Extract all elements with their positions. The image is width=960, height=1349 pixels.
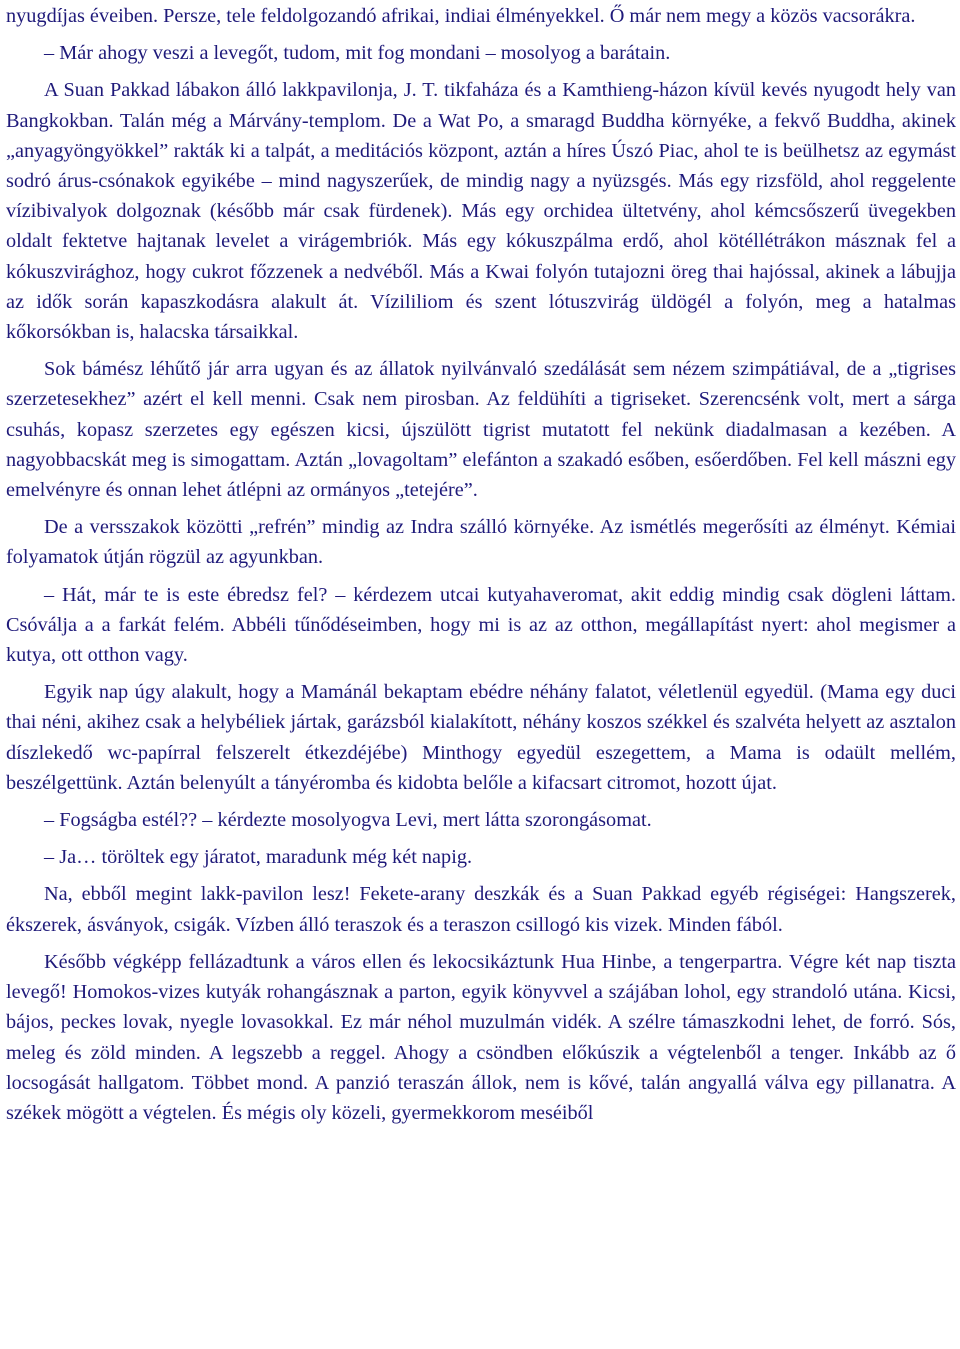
document-page [6, 1, 956, 1135]
dialogue-paragraph: – Már ahogy veszi a levegőt, tudom, mit fog mondani – mosolyog a barátain. [44, 42, 671, 65]
dialogue-paragraph: – Ja… töröltek egy járatot, maradunk még két napig. [44, 846, 473, 869]
paragraph: nyugdíjas éveiben. Persze, tele feldolgozandó afrikai, indiai élményekkel. Ő már nem megy a közös vacsorákra. [6, 5, 916, 27]
dialogue-paragraph: – Hát, már te is este ébredsz fel? – kérdezem utcai kutyahaveromat, akit eddig mindig csak dögleni láttam. Csóválja a a farkát felém. Abbéli tűnődéseimben, hogy mi is az az otthon, megállapítást nyert: ahol megismer a kutya, ott otthon vagy. [6, 583, 956, 667]
paragraph: Később végképp fellázadtunk a város ellen és lekocsikáztunk Hua Hinbe, a tengerpartra. Végre két nap tiszta levegő! Homokos-vizes kutyák rohangásznak a parton, egyik könyvvel a szájában lohol, egy strandoló utána. Kicsi, bájos, peckes lovak, nyegle lovasokkal. Ez már néhol muzulmán vidék. A szélre támaszkodni lehet, de forró. Sós, meleg és zöld minden. A legszebb a reggel. Ahogy a csöndben előkúszik a végtelenből a tenger. Inkább az ő locsogását hallgatom. Többet mond. A panzió teraszán állok, nem is kővé, talán angyallá válva egy pillanatra. A székek mögött a végtelen. És mégis oly közeli, gyermekkorom meséiből [6, 950, 956, 1124]
paragraph: Sok bámész léhűtő jár arra ugyan és az állatok nyilvánvaló szedálását sem nézem szimpátiával, de a „tigrises szerzetesekhez” azért el kell menni. Csak nem pirosban. Az feldühíti a tigriseket. Szerencsénk volt, mert a sárga csuhás, kopasz szerzetes egy egészen kicsi, újszülött tigrist mutatott fel nekünk diadalmasan a kezében. A nagyobbacskát meg is simogattam. Aztán „lovagoltam” elefánton a szakadó esőben, esőerdőben. Fel kell mászni egy emelvényre és onnan lehet átlépni az ormányos „tetejére”. [6, 358, 956, 502]
paragraph: De a versszakok közötti „refrén” mindig az Indra szálló környéke. Az ismétlés megerősíti az élményt. Kémiai folyamatok útján rögzül az agyunkban. [6, 516, 956, 569]
paragraph: A Suan Pakkad lábakon álló lakkpavilonja, J. T. tikfaháza és a Kamthieng-házon kívül kevés nyugodt hely van Bangkokban. Talán még a Márvány-templom. De a Wat Po, a smaragd Buddha környéke, a fekvő Buddha, akinek „anyagyöngyökkel” rakták ki a talpát, a meditációs központ, aztán a híres Úszó Piac, ahol te is beülhetsz az egymást sodró árus-csónakok egyikébe – mind nagyszerűek, de mindig nagy a nyüzsgés. Más egy rizsföld, ahol reggelente vízibivalyok dolgoznak (később már csak fürdenek). Más egy orchidea ültetvény, ahol kémcsőszerű üvegekben oldalt fektetve hajtanak levelet a virágembriók. Más egy kókuszpálma erdő, ahol kötéllétrákon másznak fel a kókuszvirághoz, hogy cukrot főzzenek a nedvéből. Más a Kwai folyón tutajozni öreg thai hajóssal, akinek a lábujja az idők során kapaszkodásra alakult át. Vízililiom és szent lótuszvirág üldögél a folyón, meg a hatalmas kőkorsókban is, halacska társaikkal. [6, 79, 956, 344]
paragraph: Egyik nap úgy alakult, hogy a Mamánál bekaptam ebédre néhány falatot, véletlenül egyedül. (Mama egy duci thai néni, akihez csak a helybéliek jártak, garázsból kialakított, néhány koszos székkel és szalvéta helyett az asztalon díszlekedő wc-papírral felszerelt étkezdéjébe) Minthogy egyedül eszegettem, a Mama is odaült mellém, beszélgettünk. Aztán belenyúlt a tányéromba és kidobta belőle a kifacsart citromot, hozott újat. [6, 681, 956, 794]
dialogue-paragraph: – Fogságba estél?? – kérdezte mosolyogva Levi, mert látta szorongásomat. [44, 809, 652, 832]
paragraph: Na, ebből megint lakk-pavilon lesz! Fekete-arany deszkák és a Suan Pakkad egyéb régiségei: Hangszerek, ékszerek, ásványok, csigák. Vízben álló teraszok és a teraszon csillogó kis vizek. Minden fából. [6, 883, 956, 936]
